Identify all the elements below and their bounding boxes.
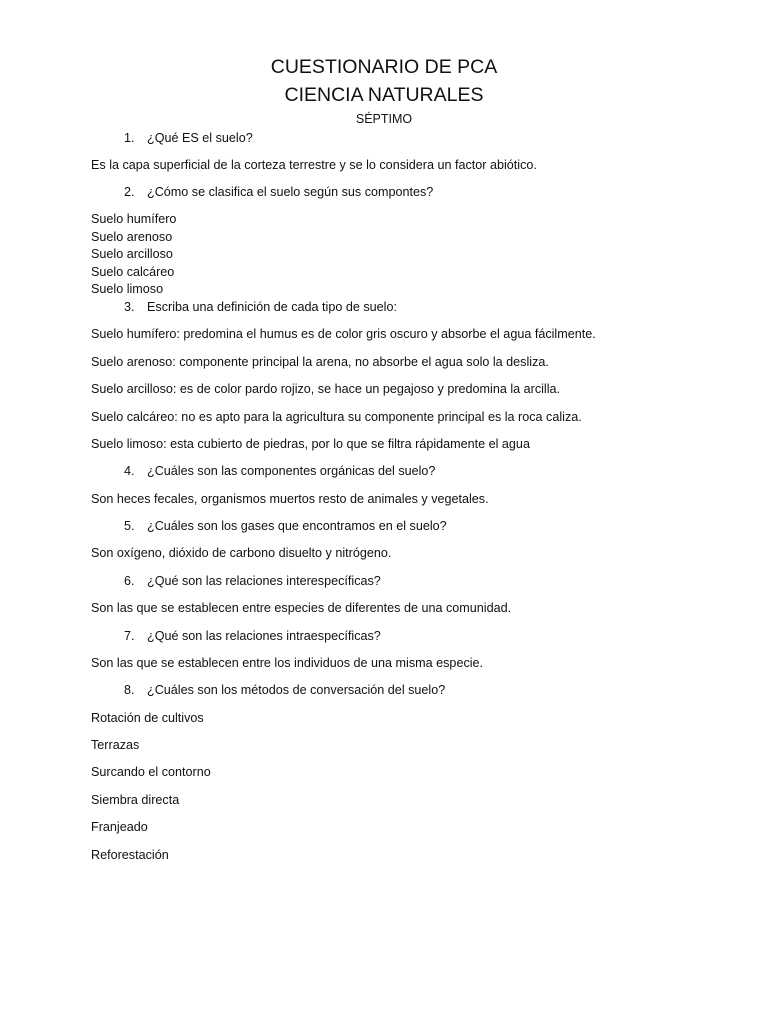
answer-line: Suelo arenoso: componente principal la arena, no absorbe el agua solo la desliza. [91, 355, 549, 369]
question-3 [124, 299, 397, 315]
answer-line: Suelo arcilloso [91, 247, 173, 261]
question-text: ¿Cómo se clasifica el suelo según sus compontes? [147, 185, 434, 199]
question-8 [124, 682, 445, 698]
question-text: ¿Qué son las relaciones interespecíficas? [147, 574, 381, 588]
answer-line: Franjeado [91, 820, 148, 834]
document-title-line-2: CIENCIA NATURALES [284, 84, 484, 106]
document-title-line-1: CUESTIONARIO DE PCA [270, 56, 498, 78]
answer-line: Suelo calcáreo: no es apto para la agricultura su componente principal es la roca caliza. [91, 410, 582, 424]
question-number: 1. [124, 131, 135, 145]
answer-line: Son las que se establecen entre los individuos de una misma especie. [91, 656, 484, 670]
answer-line: Son las que se establecen entre especies de diferentes de una comunidad. [91, 601, 512, 615]
question-number: 3. [124, 300, 135, 314]
question-text: ¿Qué son las relaciones intraespecíficas? [147, 629, 381, 643]
question-number: 4. [124, 464, 135, 478]
answer-line: Suelo limoso: esta cubierto de piedras, por lo que se filtra rápidamente el agua [91, 437, 530, 451]
answer-line: Suelo humífero [91, 212, 177, 226]
answer-line: Suelo calcáreo [91, 265, 175, 279]
answer-line: Terrazas [91, 738, 140, 752]
question-number: 2. [124, 185, 135, 199]
question-number: 7. [124, 629, 135, 643]
answer-line: Son heces fecales, organismos muertos resto de animales y vegetales. [91, 492, 489, 506]
question-5 [124, 518, 447, 534]
question-7 [124, 628, 381, 644]
question-number: 8. [124, 683, 135, 697]
question-number: 5. [124, 519, 135, 533]
answer-line: Suelo arenoso [91, 230, 173, 244]
question-text: ¿Cuáles son los gases que encontramos en el suelo? [147, 519, 447, 533]
answer-line: Son oxígeno, dióxido de carbono disuelto y nitrógeno. [91, 546, 392, 560]
question-4 [124, 463, 435, 479]
answer-line: Suelo arcilloso: es de color pardo rojizo, se hace un pegajoso y predomina la arcilla. [91, 382, 561, 396]
question-1 [124, 130, 253, 146]
answer-line: Reforestación [91, 848, 169, 862]
answer-line: Rotación de cultivos [91, 711, 204, 725]
document-grade: SÉPTIMO [355, 112, 413, 126]
question-2 [124, 184, 433, 200]
question-text: ¿Cuáles son las componentes orgánicas del suelo? [147, 464, 436, 478]
question-text: Escriba una definición de cada tipo de suelo: [147, 300, 397, 314]
question-text: ¿Qué ES el suelo? [147, 131, 253, 145]
answer-line: Siembra directa [91, 793, 180, 807]
answer-line: Es la capa superficial de la corteza terrestre y se lo considera un factor abiótico. [91, 158, 537, 172]
question-number: 6. [124, 574, 135, 588]
answer-line: Surcando el contorno [91, 765, 211, 779]
question-6 [124, 573, 381, 589]
question-text: ¿Cuáles son los métodos de conversación del suelo? [147, 683, 446, 697]
answer-line: Suelo limoso [91, 282, 164, 296]
answer-line: Suelo humífero: predomina el humus es de color gris oscuro y absorbe el agua fácilmente. [91, 327, 596, 341]
